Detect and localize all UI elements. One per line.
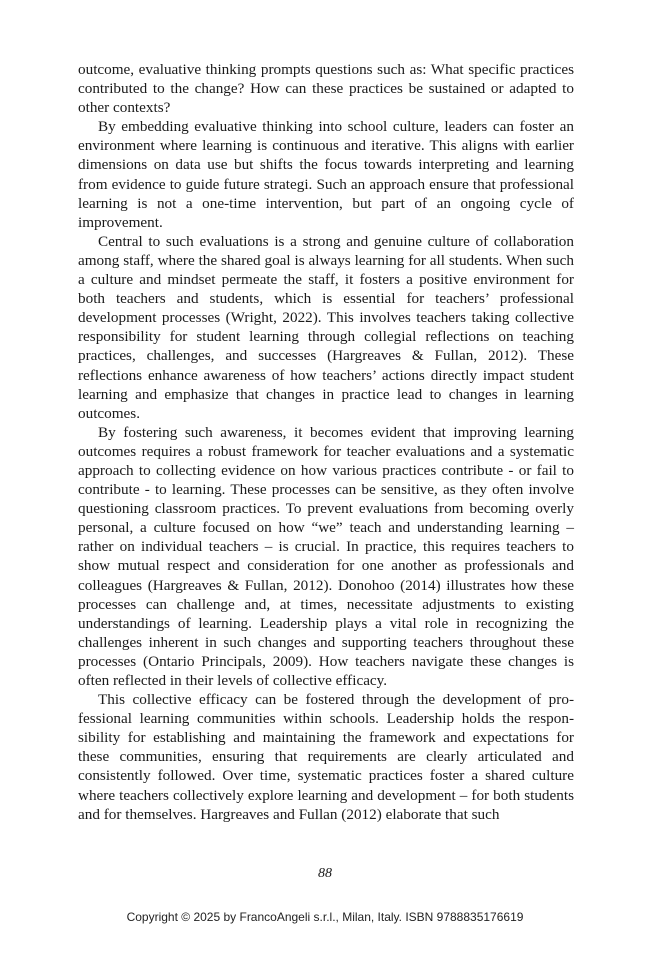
paragraph-culture-of-collaboration: Central to such evaluations is a strong and genuine culture of collaboration among staff, where the shared goal is always learning for all students. When such a culture and mindset permeate the staff, it fosters a positive environment for both teachers and students, which is essential for teachers’ professional development processes (Wright, 2022). This involves teachers taking collective responsibility for student learning through collegial reflections on teaching practices, challenges, and successes (Hargreaves & Fullan, 2012). These reflections enhance awareness of how teachers’ actions directly impact student learning and emphasize that changes in practice lead to changes in learning outcomes. xyxy=(78,232,574,422)
paragraph-collective-efficacy: This collective efficacy can be fostered through the development of professional learning communities within schools. Leadership holds the responsibility for establishing and maintaining the framework and expectations for these communities, ensuring that requirements are clearly articulated and consistently followed. Over time, systematic practices foster a shared culture where teachers collectively explore learning and development – for both students and for themselves. Hargreaves and Fullan (2012) elaborate that such xyxy=(78,691,574,823)
copyright-notice: Copyright © 2025 by FrancoAngeli s.r.l., Milan, Italy. ISBN 9788835176619 xyxy=(126,910,524,924)
page-body xyxy=(78,60,574,824)
paragraph-continued: outcome, evaluative thinking prompts questions such as: What specific practices contributed to the change? How can these practices be sustained or adapted to other contexts? xyxy=(78,61,574,117)
page-number: 88 xyxy=(318,866,332,881)
paragraph-fostering-awareness: By fostering such awareness, it becomes evident that improving learning outcomes requires a robust framework for teacher evaluations and a systematic approach to collecting evidence on how various practices contribute - or fail to contribute - to learning. These processes can be sensitive, as they often involve questioning classroom practices. To prevent evaluations from becoming overly personal, a culture focused on how “we” teach and understanding learning – rather on individual teachers – is crucial. In practice, this requires teachers to show mutual respect and consideration for one another as professionals and colleagues (Hargreaves & Fullan, 2012). Donohoo (2014) illustrates how these processes can challenge and, at times, necessitate adjustments to existing understandings of learning. Leadership plays a vital role in recognizing the challenges inherent in such changes and supporting teachers throughout these processes (Ontario Principals, 2009). How teachers navigate these changes is often reflected in their levels of collective efficacy. xyxy=(78,423,574,689)
paragraph-embedding-evaluative-thinking: By embedding evaluative thinking into school culture, leaders can foster an environment where learning is continuous and iterative. This aligns with earlier dimensions on data use but shifts the focus towards interpreting and learning from evidence to guide future strategi. Such an approach ensure that professional learning is not a one-time intervention, but part of an ongoing cycle of improvement. xyxy=(78,118,574,231)
